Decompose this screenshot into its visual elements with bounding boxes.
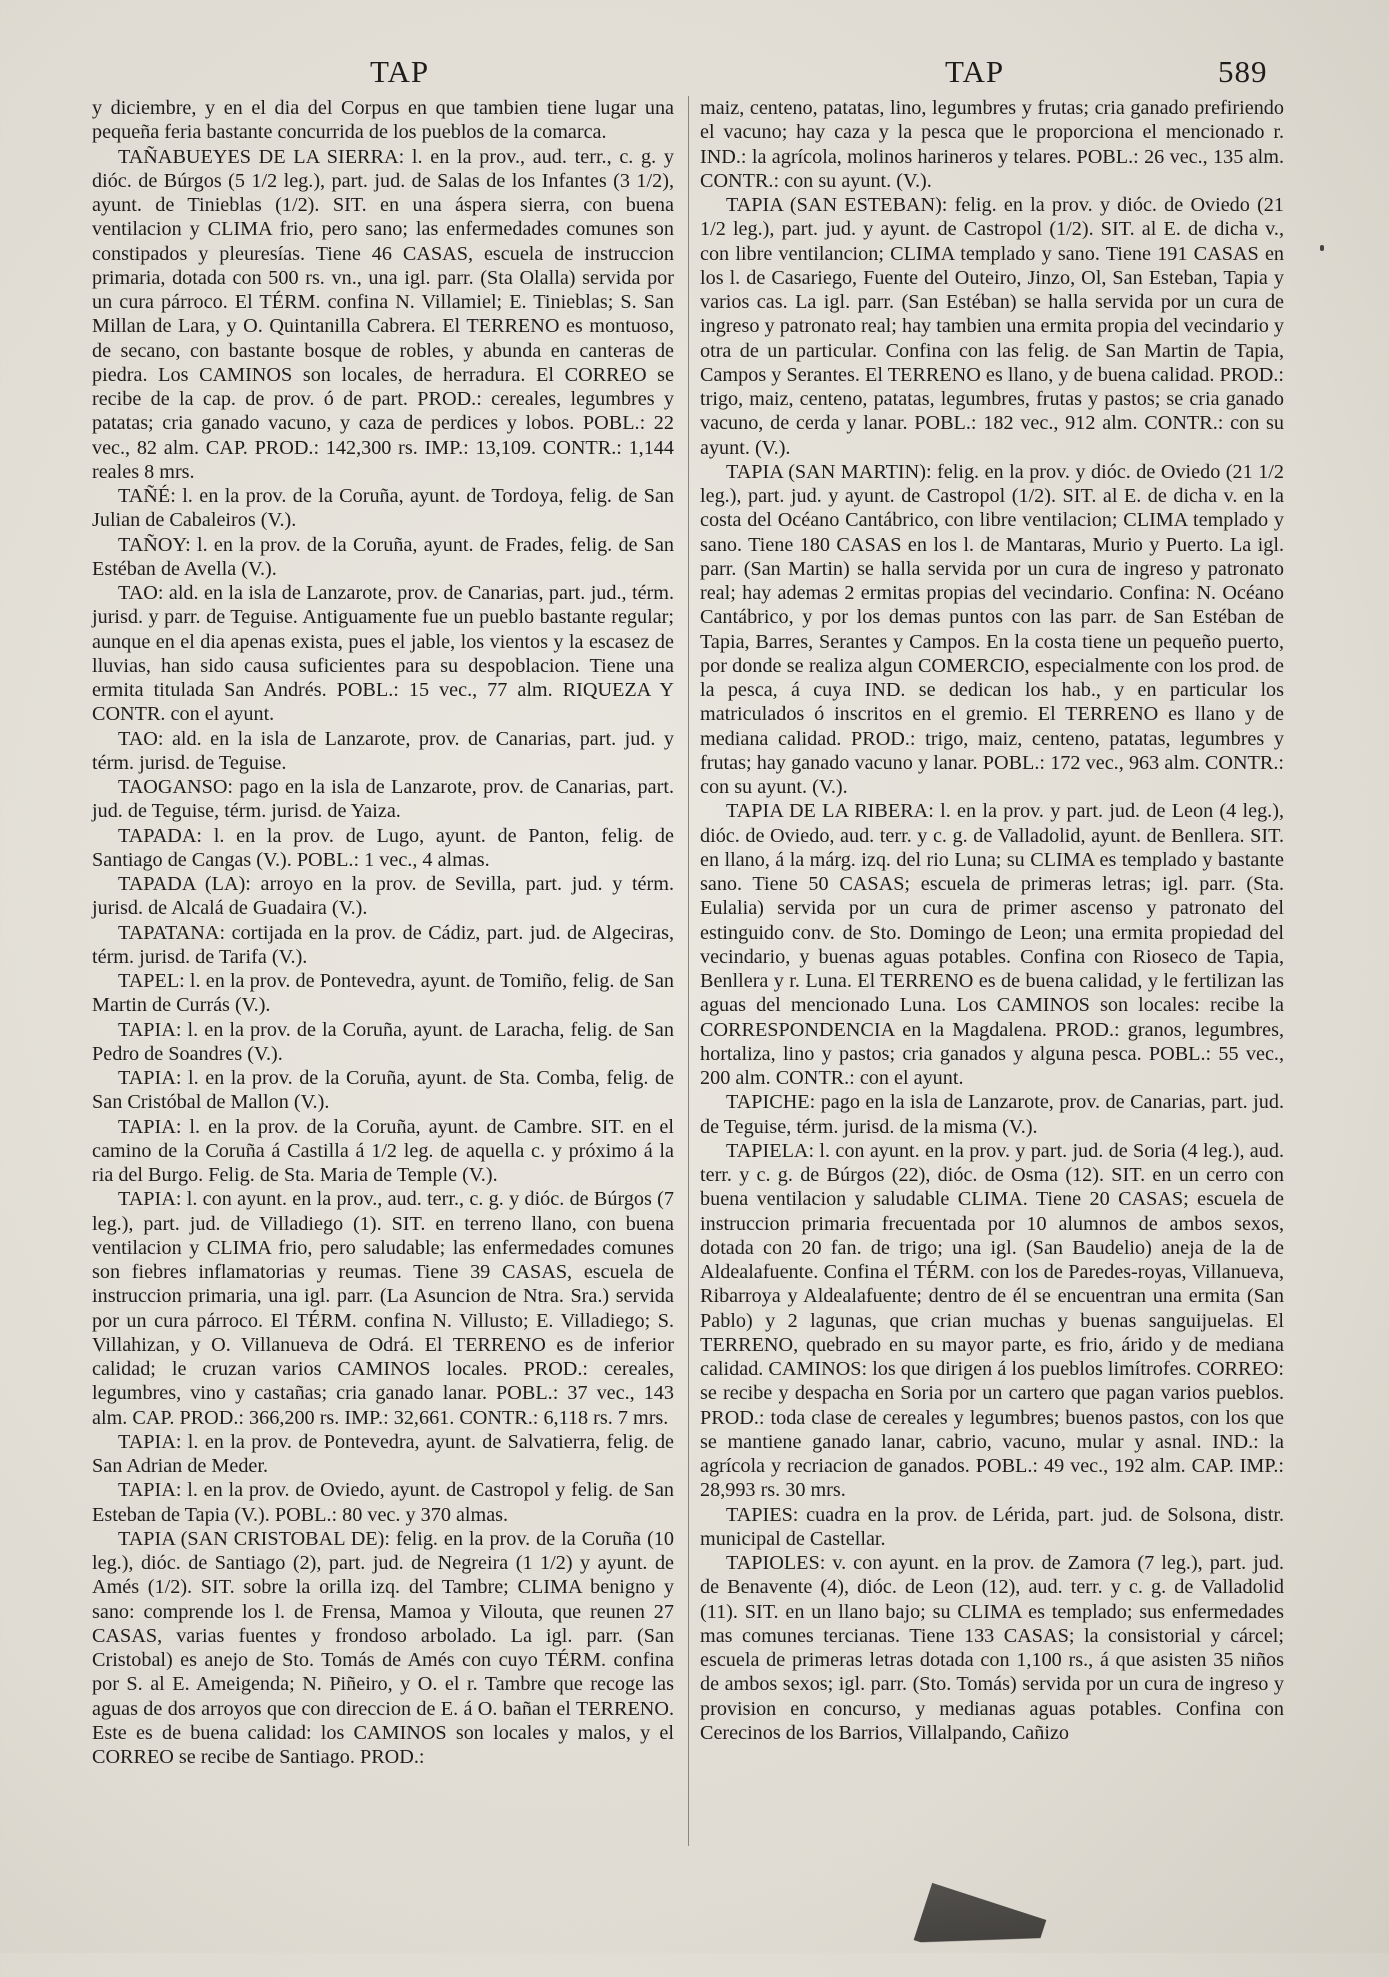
entry: TAPATANA: cortijada en la prov. de Cádiz, part. jud. de Algeciras, térm. jurisd. de Tarifa (V.). — [92, 921, 674, 968]
column-divider — [688, 96, 689, 1846]
entry: TAPIA: l. en la prov. de la Coruña, ayunt. de Sta. Comba, felig. de San Cristóbal de Mallon (V.). — [92, 1067, 674, 1114]
entry: TAÑÉ: l. en la prov. de la Coruña, ayunt. de Tordoya, felig. de San Julian de Cabaleiros (V.). — [92, 485, 674, 532]
left-running-head: TAP — [370, 54, 430, 89]
entry: TAOGANSO: pago en la isla de Lanzarote, prov. de Canarias, part. jud. de Teguise, térm. jurisd. de Yaiza. — [92, 776, 674, 823]
entry: TAPIA: l. en la prov. de Pontevedra, ayunt. de Salvatierra, felig. de San Adrian de Meder. — [92, 1430, 674, 1477]
entry: TAPICHE: pago en la isla de Lanzarote, prov. de Canarias, part. jud. de Teguise, térm. jurisd. de la misma (V.). — [700, 1091, 1284, 1138]
entry: TAO: ald. en la isla de Lanzarote, prov. de Canarias, part. jud., térm. jurisd. y parr. de Teguise. Antiguamente fue un pueblo bastante regular; aunque en el dia apenas exista, pues el jable, los vientos y la escasez de lluvias, han sido causa suficientes para su despoblacion. Tiene una ermita titulada San Andrés. POBL.: 15 vec., 77 alm. RIQUEZA Y CONTR. con el ayunt. — [92, 582, 674, 726]
entry: TAPADA (LA): arroyo en la prov. de Sevilla, part. jud. y térm. jurisd. de Alcalá de Guadaira (V.). — [92, 873, 674, 920]
entry: TAPADA: l. en la prov. de Lugo, ayunt. de Panton, felig. de Santiago de Cangas (V.). POBL.: 1 vec., 4 almas. — [92, 824, 674, 871]
entry: TAPIA: l. en la prov. de la Coruña, ayunt. de Cambre. SIT. en el camino de la Coruña á Castilla á 1/2 leg. de aquella c. y próximo á la ria del Burgo. Felig. de Sta. Maria de Temple (V.). — [92, 1115, 674, 1186]
entry: TAÑABUEYES DE LA SIERRA: l. en la prov., aud. terr., c. g. y dióc. de Búrgos (5 1/2 leg.), part. jud. de Salas de los Infantes (3 1/2), ayunt. de Tinieblas (1/2). SIT. en una áspera sierra, con buena ventilacion y CLIMA frio, pero sano; las enfermedades comunes son constipados y pleuresías. Tiene 46 CASAS, escuela de instruccion primaria, dotada con 500 rs. vn., una igl. parr. (Sta Olalla) servida por un cura párroco. El TÉRM. confina N. Villamiel; E. Tinieblas; S. San Millan de Lara, y O. Quintanilla Cabrera. El TERRENO es montuoso, de secano, con bastante bosque de robles, y abunda en canteras de piedra. Los CAMINOS son locales, de herradura. El CORREO se recibe de la cap. de prov. ó de part. PROD.: cereales, legumbres y patatas; cria ganado vacuno, y caza de perdices y lobos. POBL.: 22 vec., 82 alm. CAP. PROD.: 142,300 rs. IMP.: 13,109. CONTR.: 1,144 reales 8 mrs. — [92, 145, 674, 483]
entry: y diciembre, y en el dia del Corpus en que tambien tiene lugar una pequeña feria bastante concurrida de los pueblos de la comarca. — [92, 97, 674, 144]
ink-speck — [1320, 245, 1324, 251]
entry: TAPIES: cuadra en la prov. de Lérida, part. jud. de Solsona, distr. municipal de Castellar. — [700, 1503, 1284, 1550]
page-number: 589 — [1218, 54, 1268, 89]
entry: TAPIA: l. con ayunt. en la prov., aud. terr., c. g. y dióc. de Búrgos (7 leg.), part. jud. de Villadiego (1). SIT. en terreno llano, con buena ventilacion y CLIMA frio, pero saludable; las enfermedades comunes son fiebres inflamatorias y reumas. Tiene 39 CASAS, escuela de instruccion primaria, una igl. parr. (La Asuncion de Ntra. Sra.) servida por un cura párroco. El TÉRM. confina N. Villusto; E. Villadiego; S. Villahizan, y O. Villanueva de Odrá. El TERRENO es de inferior calidad; le cruzan varios CAMINOS locales. PROD.: cereales, legumbres, vino y castañas; cria ganado lanar. POBL.: 37 vec., 143 alm. CAP. PROD.: 366,200 rs. IMP.: 32,661. CONTR.: 6,118 rs. 7 mrs. — [92, 1188, 674, 1429]
entry: TAPIOLES: v. con ayunt. en la prov. de Zamora (7 leg.), part. jud. de Benavente (4), dióc. de Leon (12), aud. terr. y c. g. de Valladolid (11). SIT. en un llano bajo; su CLIMA es templado; sus enfermedades mas comunes tercianas. Tiene 133 CASAS; la consistorial y cárcel; escuela de primeras letras dotada con 1,100 rs., á que asisten 35 niños de ambos sexos; igl. parr. (Sto. Tomás) servida por un cura de ingreso y provision en concurso, y medianas aguas potables. Confina con Cerecinos de los Barrios, Villalpando, Cañizo — [700, 1552, 1284, 1744]
entry: TAPIA: l. en la prov. de la Coruña, ayunt. de Laracha, felig. de San Pedro de Soandres (V.). — [92, 1018, 674, 1065]
entry: TAPIA DE LA RIBERA: l. en la prov. y part. jud. de Leon (4 leg.), dióc. de Oviedo, aud. terr. y c. g. de Valladolid, ayunt. de Benllera. SIT. en llano, á la márg. izq. del rio Luna; su CLIMA es templado y bastante sano. Tiene 50 CASAS; escuela de primeras letras; igl. parr. (Sta. Eulalia) servida por un cura de primer ascenso y patronato del estinguido conv. de Sto. Domingo de Leon; una ermita propiedad del vecindario, y buenas aguas potables. Confina con Rioseco de Tapia, Benllera y r. Luna. El TERRENO es de buena calidad, y le fertilizan las aguas del mencionado Luna. Los CAMINOS son locales: recibe la CORRESPONDENCIA en la Magdalena. PROD.: granos, legumbres, hortaliza, lino y pastos; cria ganados y alguna pesca. POBL.: 55 vec., 200 alm. CONTR.: con el ayunt. — [700, 800, 1284, 1089]
left-column — [92, 96, 674, 1769]
entry: TAPIA (SAN ESTEBAN): felig. en la prov. y dióc. de Oviedo (21 1/2 leg.), part. jud. y ayunt. de Castropol (1/2). SIT. al E. de dicha v., con libre ventilancion; CLIMA templado y sano. Tiene 191 CASAS en los l. de Casariego, Fuente del Outeiro, Jinzo, Ol, San Esteban, Tapia y varios cas. La igl. parr. (San Estéban) se halla servida por un cura de ingreso y patronato real; hay tambien una ermita propia del vecindario y otra de un particular. Confina con las felig. de San Martin de Tapia, Campos y Serantes. El TERRENO es llano, y de buena calidad. PROD.: trigo, maiz, centeno, patatas, legumbres, frutas y pastos; se cria ganado vacuno, de cerda y lanar. POBL.: 182 vec., 912 alm. CONTR.: con su ayunt. (V.). — [700, 194, 1284, 459]
entry: TAO: ald. en la isla de Lanzarote, prov. de Canarias, part. jud. y térm. jurisd. de Teguise. — [92, 727, 674, 774]
entry: TAPIA (SAN CRISTOBAL DE): felig. en la prov. de la Coruña (10 leg.), dióc. de Santiago (2), part. jud. de Negreira (1 1/2) y ayunt. de Amés (1/2). SIT. sobre la orilla izq. del Tambre; CLIMA benigno y sano: comprende los l. de Frensa, Mamoa y Vilouta, que reunen 27 CASAS, varias fuentes y frondoso arbolado. La igl. parr. (San Cristobal) es anejo de Sto. Tomás de Amés con cuyo TÉRM. confina por S. al E. Ameigenda; N. Piñeiro, y O. el r. Tambre que recoge las aguas de dos arroyos que con direccion de E. á O. bañan el TERRENO. Este es de buena calidad: los CAMINOS son locales y malos, y el CORREO se recibe de Santiago. PROD.: — [92, 1527, 674, 1768]
scan-shadow — [914, 1883, 1047, 1977]
entry: TAPIA: l. en la prov. de Oviedo, ayunt. de Castropol y felig. de San Esteban de Tapia (V.). POBL.: 80 vec. y 370 almas. — [92, 1479, 674, 1526]
entry: TAPIA (SAN MARTIN): felig. en la prov. y dióc. de Oviedo (21 1/2 leg.), part. jud. y ayunt. de Castropol (1/2). SIT. al E. de dicha v. en la costa del Océano Cantábrico, con libre ventilacion; CLIMA templado y sano. Tiene 180 CASAS en los l. de Mantaras, Murio y Puerto. La igl. parr. (San Martin) se halla servida por un cura de ingreso y patronato real; hay ademas 2 ermitas propias del vecindario. Confina: N. Océano Cantábrico, y por los demas puntos con las parr. de San Estéban de Tapia, Barres, Serantes y Campos. En la costa tiene un pequeño puerto, por donde se realiza algun COMERCIO, especialmente con los prod. de la pesca, á cuya IND. se dedican los hab., y en particular los matriculados ó inscritos en el gremio. El TERRENO es llano y de mediana calidad. PROD.: trigo, maiz, centeno, patatas, legumbres y frutas; hay ganado vacuno y lanar. POBL.: 172 vec., 963 alm. CONTR.: con su ayunt. (V.). — [700, 460, 1284, 798]
entry: TAPIELA: l. con ayunt. en la prov. y part. jud. de Soria (4 leg.), aud. terr. y c. g. de Búrgos (22), dióc. de Osma (12). SIT. en un cerro con buena ventilacion y saludable CLIMA. Tiene 20 CASAS; escuela de instruccion primaria frecuentada por 10 alumnos de ambos sexos, dotada con 20 fan. de trigo; una igl. (San Baudelio) aneja de la de Aldealafuente. Confina el TÉRM. con los de Paredes-royas, Villanueva, Ribarroya y Aldealafuente; dentro de él se encuentran una ermita (San Pablo) y 2 lagunas, que crian muchas y buenas sanguijuelas. El TERRENO, quebrado en su mayor parte, es frio, árido y de mediana calidad. CAMINOS: los que dirigen á los pueblos limítrofes. CORREO: se recibe y despacha en Soria por un cartero que pagan varios pueblos. PROD.: toda clase de cereales y legumbres; buenos pastos, con los que se mantiene ganado lanar, cabrio, vacuno, mular y asnal. IND.: la agrícola y recriacion de ganados. POBL.: 49 vec., 192 alm. CAP. IMP.: 28,993 rs. 30 mrs. — [700, 1139, 1284, 1502]
right-running-head: TAP — [945, 54, 1005, 89]
right-column — [700, 96, 1284, 1745]
entry: TAÑOY: l. en la prov. de la Coruña, ayunt. de Frades, felig. de San Estéban de Avella (V.). — [92, 533, 674, 580]
running-header — [90, 46, 1290, 96]
entry: maiz, centeno, patatas, lino, legumbres y frutas; cria ganado prefiriendo el vacuno; hay caza y la pesca que le proporciona el mencionado r. IND.: la agrícola, molinos harineros y telares. POBL.: 26 vec., 135 alm. CONTR.: con su ayunt. (V.). — [700, 97, 1284, 192]
entry: TAPEL: l. en la prov. de Pontevedra, ayunt. de Tomiño, felig. de San Martin de Currás (V.). — [92, 970, 674, 1017]
